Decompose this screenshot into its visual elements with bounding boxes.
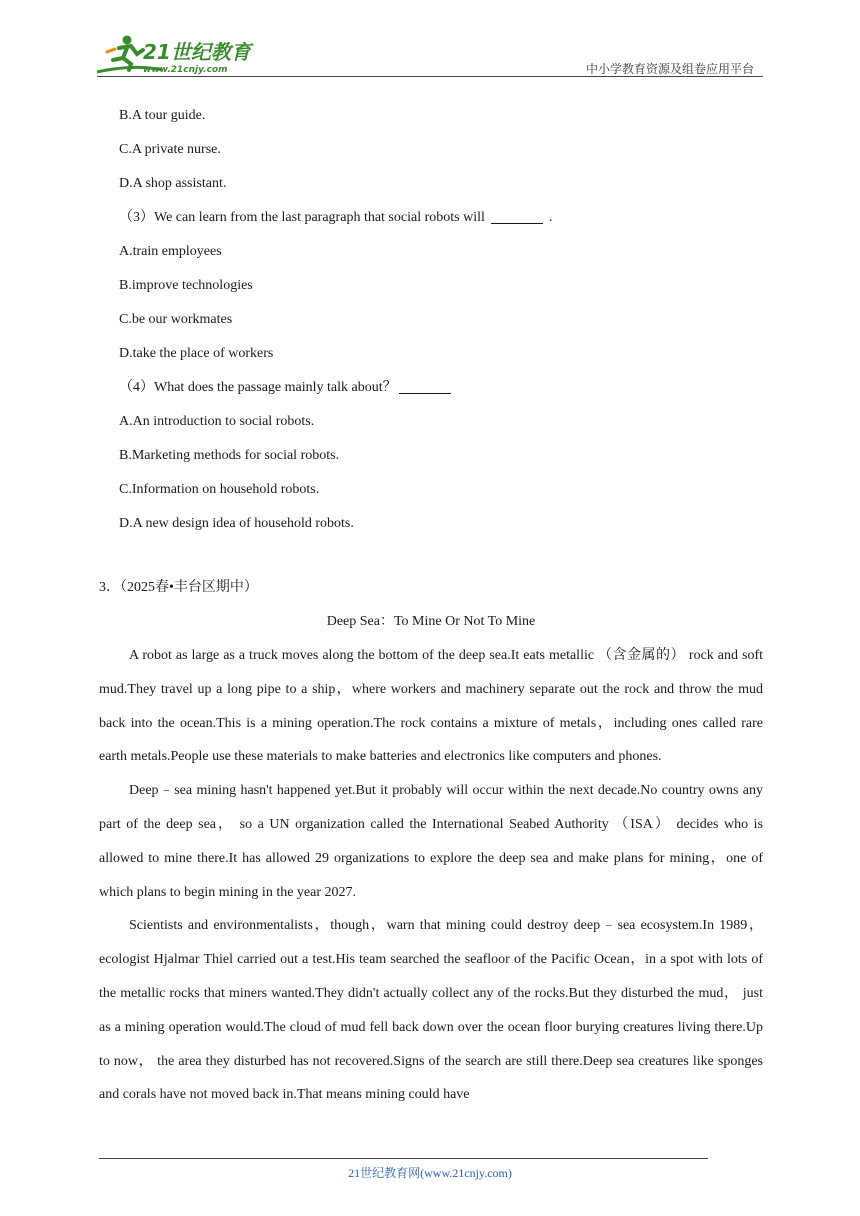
question-4-stem <box>99 371 763 405</box>
option-q3-b: B.improve technologies <box>119 278 253 293</box>
option-q3-a: A.train employees <box>119 244 222 259</box>
logo-url: www.21cnjy.com <box>143 65 228 75</box>
site-logo[interactable] <box>93 34 263 78</box>
option-q2-c: C.A private nurse. <box>119 142 221 157</box>
passage-title: Deep Sea：To Mine Or Not To Mine <box>326 614 536 629</box>
runner-logo-icon <box>93 34 263 78</box>
option-q3-d: D.take the place of workers <box>119 346 274 361</box>
answer-blank <box>491 207 543 224</box>
question-4-text: （4）What does the passage mainly talk about？ <box>119 380 397 395</box>
question-3-suffix: . <box>548 210 553 225</box>
footer-divider <box>99 1158 708 1159</box>
page-header <box>0 0 860 80</box>
option-q2-b: B.A tour guide. <box>119 108 206 123</box>
passage-paragraph: A robot as large as a truck moves along the bottom of the deep sea.It eats metallic （含金属的） rock and soft mud.They travel up a long pipe to a ship，where workers and machinery separate out the rock and throw the mud back into the ocean.This is a mining operation.The rock contains a mixture of metals，including ones called rare earth metals.People use these materials to make batteries and electronics like computers and phones. <box>99 648 763 765</box>
option-q4-b: B.Marketing methods for social robots. <box>119 448 340 463</box>
question-3-text: （3）We can learn from the last paragraph that social robots will <box>119 210 485 225</box>
option-q4-d: D.A new design idea of household robots. <box>119 516 354 531</box>
option-q4-c: C.Information on household robots. <box>119 482 320 497</box>
header-platform-title: 中小学教育资源及组卷应用平台 <box>585 62 754 76</box>
footer-link[interactable]: 21世纪教育网(www.21cnjy.com) <box>348 1166 512 1180</box>
passage-paragraph: Scientists and environmentalists，though，warn that mining could destroy deep﹣sea ecosystem.In 1989，ecologist Hjalmar Thiel carried out a test.His team searched the seafloor of the Pacific Ocean，in a spot with lots of the metallic rocks that miners wanted.They didn't actually collect any of the rocks.But they disturbed the mud， just as a mining operation would.The cloud of mud fell back down over the ocean floor burying creatures living there.Up to now， the area they disturbed has not recovered.Signs of the search are still there.Deep sea creatures like sponges and corals have not moved back in.That means mining could have <box>99 918 763 1103</box>
header-divider <box>97 76 763 77</box>
question-number: 3．（2025春•丰台区期中） <box>99 580 258 595</box>
passage-paragraph: Deep﹣sea mining hasn't happened yet.But it probably will occur within the next decade.No country owns any part of the deep sea， so a UN organization called the International Seabed Authority （ISA） decides who is allowed to mine there.It has allowed 29 organizations to explore the deep sea and make plans for mining，one of which plans to begin mining in the year 2027. <box>99 783 763 900</box>
option-q4-a: A.An introduction to social robots. <box>119 414 315 429</box>
logo-text: 21世纪教育 <box>143 40 251 64</box>
option-q3-c: C.be our workmates <box>119 312 233 327</box>
option-q2-d: D.A shop assistant. <box>119 176 227 191</box>
document-body <box>99 99 763 1112</box>
question-3-stem <box>99 201 763 235</box>
answer-blank <box>399 377 451 394</box>
